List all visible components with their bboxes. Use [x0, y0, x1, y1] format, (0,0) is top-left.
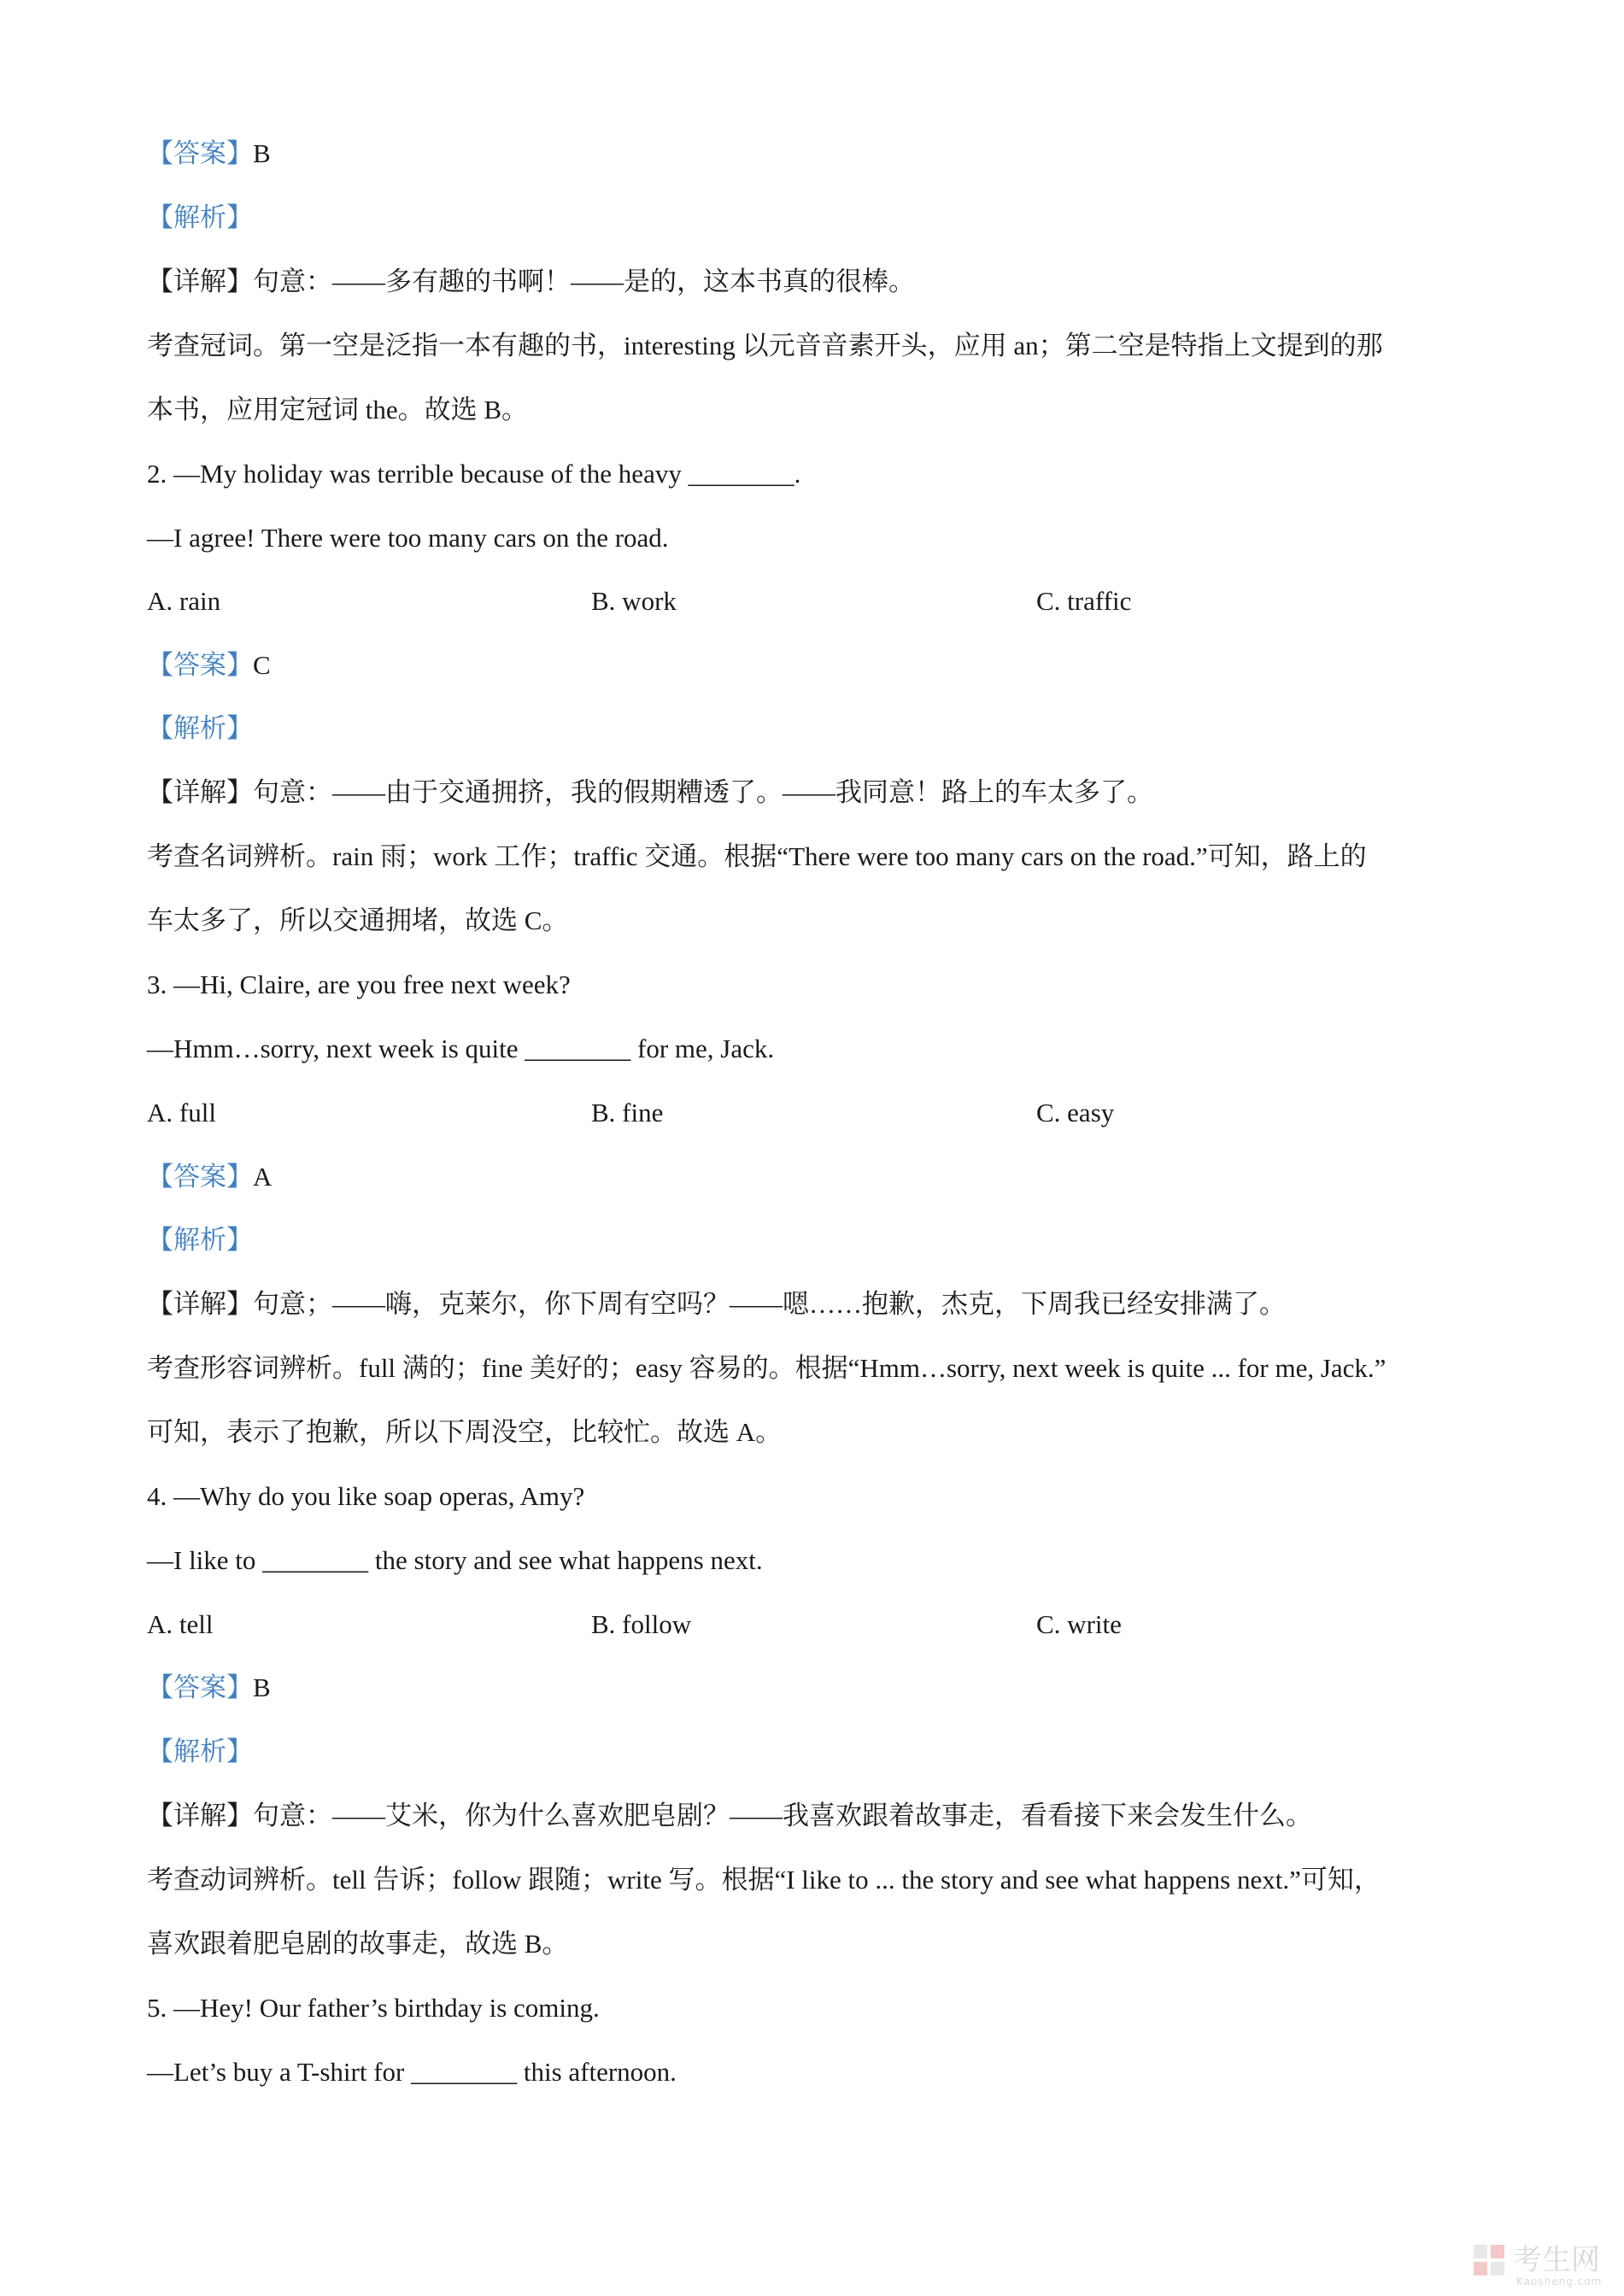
q4-option-a: A. tell	[147, 1609, 214, 1639]
q3-option-b: B. fine	[591, 1098, 664, 1128]
q1-analysis-line	[147, 201, 1488, 235]
q2-reply: —I agree! There were too many cars on the road.	[147, 523, 669, 553]
detail-tag: 【详解】	[147, 266, 253, 296]
answer-tag: 【答案】	[147, 650, 253, 680]
analysis-tag: 【解析】	[147, 1225, 253, 1255]
detail-text: 句意：——多有趣的书啊！——是的，这本书真的很棒。	[253, 266, 915, 296]
q3-explain-line-1: 考查形容词辨析。full 满的；fine 美好的；easy 容易的。根据“Hmm…sorry, next week is quite ... for me, Jack.”	[147, 1353, 1387, 1383]
q3-option-c: C. easy	[1036, 1098, 1115, 1128]
q4-explain-line-2: 喜欢跟着肥皂剧的故事走，故选 B。	[147, 1929, 569, 1959]
detail-text: 句意：——由于交通拥挤，我的假期糟透了。——我同意！路上的车太多了。	[253, 777, 1153, 807]
answer-value: A	[253, 1162, 273, 1192]
q3-option-a: A. full	[147, 1098, 216, 1128]
q2-option-a: A. rain	[147, 586, 221, 616]
q3-stem: 3. —Hi, Claire, are you free next week?	[147, 969, 571, 999]
q2-explain-line-2: 车太多了，所以交通拥堵，故选 C。	[147, 905, 569, 935]
answer-tag: 【答案】	[147, 1162, 253, 1192]
detail-text: 句意；——嗨，克莱尔，你下周有空吗？——嗯……抱歉，杰克，下周我已经安排满了。	[253, 1289, 1286, 1319]
q4-analysis-line	[147, 1735, 1488, 1769]
answer-value: C	[253, 650, 271, 680]
analysis-tag: 【解析】	[147, 713, 253, 743]
q2-option-b: B. work	[591, 586, 677, 616]
detail-tag: 【详解】	[147, 777, 253, 807]
q2-explain-line-1: 考查名词辨析。rain 雨；work 工作；traffic 交通。根据“There were too many cars on the road.”可知，路上的	[147, 841, 1367, 871]
q2-answer-line	[147, 648, 1488, 682]
q4-option-c: C. write	[1036, 1609, 1122, 1639]
watermark-text: 考生网	[1513, 2243, 1600, 2277]
q2-option-c: C. traffic	[1036, 586, 1132, 616]
answer-tag: 【答案】	[147, 138, 253, 168]
q4-answer-line	[147, 1671, 1488, 1705]
q3-detail-line	[147, 1287, 1488, 1321]
kaosheng-logo-icon	[1472, 2243, 1506, 2277]
answer-value: B	[253, 138, 271, 168]
detail-tag: 【详解】	[147, 1289, 253, 1319]
q3-analysis-line	[147, 1223, 1488, 1257]
q5-stem: 5. —Hey! Our father’s birthday is coming.	[147, 1993, 600, 2023]
watermark-subtext: Kaosheng.com	[1516, 2276, 1603, 2287]
answer-value: B	[253, 1672, 271, 1702]
answer-tag: 【答案】	[147, 1672, 253, 1702]
q1-explain-line-2: 本书，应用定冠词 the。故选 B。	[147, 395, 529, 425]
q1-explain-line-1: 考查冠词。第一空是泛指一本有趣的书，interesting 以元音音素开头，应用 an；第二空是特指上文提到的那	[147, 331, 1383, 360]
q3-explain-line-2: 可知，表示了抱歉，所以下周没空，比较忙。故选 A。	[147, 1417, 783, 1447]
q1-detail-line	[147, 265, 1488, 299]
detail-text: 句意：——艾米，你为什么喜欢肥皂剧？——我喜欢跟着故事走，看看接下来会发生什么。	[253, 1801, 1312, 1830]
analysis-tag: 【解析】	[147, 1737, 253, 1766]
q4-option-b: B. follow	[591, 1609, 692, 1639]
q2-stem: 2. —My holiday was terrible because of the heavy ________.	[147, 459, 801, 489]
watermark	[1472, 2236, 1617, 2296]
analysis-tag: 【解析】	[147, 202, 253, 232]
q2-analysis-line	[147, 712, 1488, 746]
q3-reply: —Hmm…sorry, next week is quite ________ for me, Jack.	[147, 1034, 775, 1063]
q1-answer-line	[147, 137, 1488, 171]
detail-tag: 【详解】	[147, 1801, 253, 1830]
q5-reply: —Let’s buy a T-shirt for ________ this afternoon.	[147, 2057, 677, 2087]
q2-detail-line	[147, 776, 1488, 810]
q4-stem: 4. —Why do you like soap operas, Amy?	[147, 1481, 585, 1511]
q4-explain-line-1: 考查动词辨析。tell 告诉；follow 跟随；write 写。根据“I like to ... the story and see what happens next.”可知，	[147, 1865, 1381, 1895]
q3-answer-line	[147, 1160, 1488, 1194]
q4-detail-line	[147, 1799, 1488, 1833]
q4-reply: —I like to ________ the story and see what happens next.	[147, 1545, 763, 1575]
